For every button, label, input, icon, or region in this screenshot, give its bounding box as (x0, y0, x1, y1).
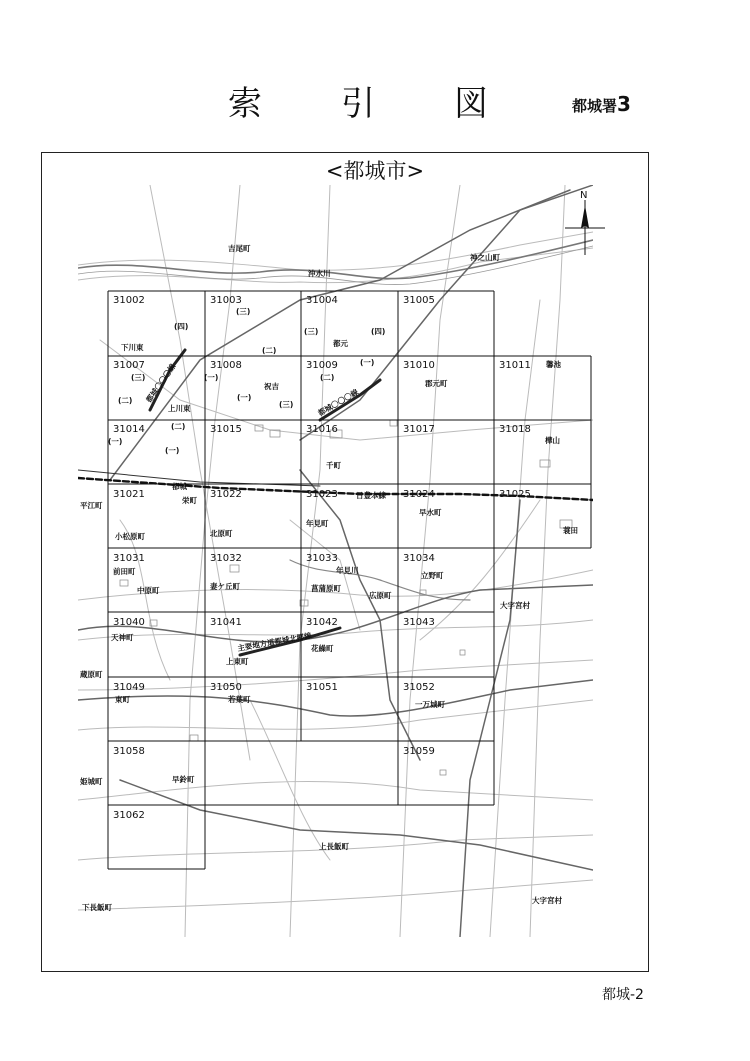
grid-cell-label: 31003 (210, 295, 242, 306)
grid-cell-label: 31043 (403, 617, 435, 628)
page-footer: 都城-2 (602, 987, 644, 1003)
river-label: 年見川 (336, 566, 359, 575)
grid-cell-label: 31011 (499, 360, 531, 371)
place-label: 東町 (115, 695, 130, 704)
grid-cell-label: 31017 (403, 424, 435, 435)
grid-cell-label: 31022 (210, 489, 242, 500)
grid-cell-label: 31040 (113, 617, 145, 628)
place-label: 樺山 (545, 436, 560, 445)
grid-cell-label: 31034 (403, 553, 435, 564)
grid-cell-label: 31042 (306, 617, 338, 628)
place-label: 平江町 (80, 501, 103, 510)
place-label: 年見町 (306, 519, 329, 528)
place-label: 神之山町 (470, 253, 500, 262)
place-label: 中原町 (137, 586, 160, 595)
grid-cell-label: 31025 (499, 489, 531, 500)
grid-cell-label: 31052 (403, 682, 435, 693)
railway-label: 日豊本線 (356, 491, 386, 500)
grid-cell-label: 31004 (306, 295, 338, 306)
grid-cell-label: 31049 (113, 682, 145, 693)
grid-cell-label: 31062 (113, 810, 145, 821)
place-label: 祝吉 (264, 382, 279, 391)
station-number: 3 (617, 92, 631, 116)
place-label: 広原町 (369, 591, 392, 600)
grid-cell-label: 31009 (306, 360, 338, 371)
place-label: 都元 (333, 339, 348, 348)
grid-cell-label: 31032 (210, 553, 242, 564)
compass-north-label: N (580, 190, 588, 201)
grid-cell-label: 31059 (403, 746, 435, 757)
district-mark: (三) (131, 373, 146, 382)
place-label: 立野町 (421, 571, 444, 580)
place-label: 下長飯町 (82, 903, 112, 912)
place-label: 大字宮村 (500, 601, 530, 610)
place-label: 吉尾町 (228, 244, 251, 253)
place-label: 若葉町 (228, 695, 251, 704)
place-label: 北原町 (210, 529, 233, 538)
grid-cell-label: 31024 (403, 489, 435, 500)
district-mark: (一) (165, 446, 180, 455)
place-label: 大字宮村 (532, 896, 562, 905)
district-mark: (一) (204, 373, 219, 382)
place-label: 馨池 (546, 360, 561, 369)
grid-cell-label: 31015 (210, 424, 242, 435)
road-label: 都城〇〇〇線 (144, 362, 178, 405)
district-mark: (四) (371, 327, 386, 336)
district-mark: (四) (174, 322, 189, 331)
grid-cell-label: 31050 (210, 682, 242, 693)
district-mark: (一) (108, 437, 123, 446)
grid-cell-label: 31051 (306, 682, 338, 693)
place-label: 上川東 (168, 404, 191, 413)
district-mark: (二) (262, 346, 277, 355)
title-char: 図 (454, 84, 488, 124)
district-mark: (二) (320, 373, 335, 382)
place-label: 妻ケ丘町 (210, 582, 240, 591)
place-label: 上長飯町 (319, 842, 349, 851)
district-mark: (二) (118, 396, 133, 405)
place-label: 菖蒲原町 (311, 584, 341, 593)
grid-cell-label: 31031 (113, 553, 145, 564)
grid-cell-label: 31023 (306, 489, 338, 500)
place-label: 蓑田 (563, 526, 578, 535)
place-label: 下川東 (121, 343, 144, 352)
place-label: 姫城町 (80, 777, 103, 786)
grid-cell-label: 31021 (113, 489, 145, 500)
district-mark: (一) (360, 358, 375, 367)
place-label: 天神町 (111, 633, 134, 642)
station-prefix: 都城署 (572, 97, 618, 115)
place-label: 前田町 (113, 567, 136, 576)
grid-cell-label: 31007 (113, 360, 145, 371)
grid-cell-label: 31008 (210, 360, 242, 371)
place-label: 蔵原町 (80, 670, 103, 679)
road-label: 主要地方道都城北郷線 (236, 631, 313, 653)
city-label: <都城市> (325, 159, 425, 183)
grid-cell-label: 31058 (113, 746, 145, 757)
place-label: 郡元町 (425, 379, 448, 388)
district-mark: (三) (304, 327, 319, 336)
district-mark: (一) (237, 393, 252, 402)
grid-cell-label: 31010 (403, 360, 435, 371)
grid-cell-label: 31014 (113, 424, 145, 435)
grid-cell-label: 31018 (499, 424, 531, 435)
grid-cell-label: 31016 (306, 424, 338, 435)
grid-cell-label: 31002 (113, 295, 145, 306)
grid-cell-label: 31041 (210, 617, 242, 628)
title-char: 引 (341, 84, 375, 124)
district-mark: (三) (236, 307, 251, 316)
place-label: 早鈴町 (172, 775, 195, 784)
road-label: 都城〇〇〇線 (316, 387, 360, 418)
title-char: 索 (228, 84, 262, 124)
place-label: 花繰町 (311, 644, 334, 653)
place-label: 都城 (172, 482, 187, 491)
place-label: 小松原町 (115, 532, 145, 541)
grid-cell-label: 31005 (403, 295, 435, 306)
district-mark: (三) (279, 400, 294, 409)
district-mark: (二) (171, 422, 186, 431)
place-label: 栄町 (182, 496, 197, 505)
grid-cell-label: 31033 (306, 553, 338, 564)
place-label: 早水町 (419, 508, 442, 517)
place-label: 千町 (326, 461, 341, 470)
river-label: 沖水川 (308, 269, 331, 278)
place-label: 一万城町 (415, 700, 445, 709)
place-label: 上東町 (226, 657, 249, 666)
